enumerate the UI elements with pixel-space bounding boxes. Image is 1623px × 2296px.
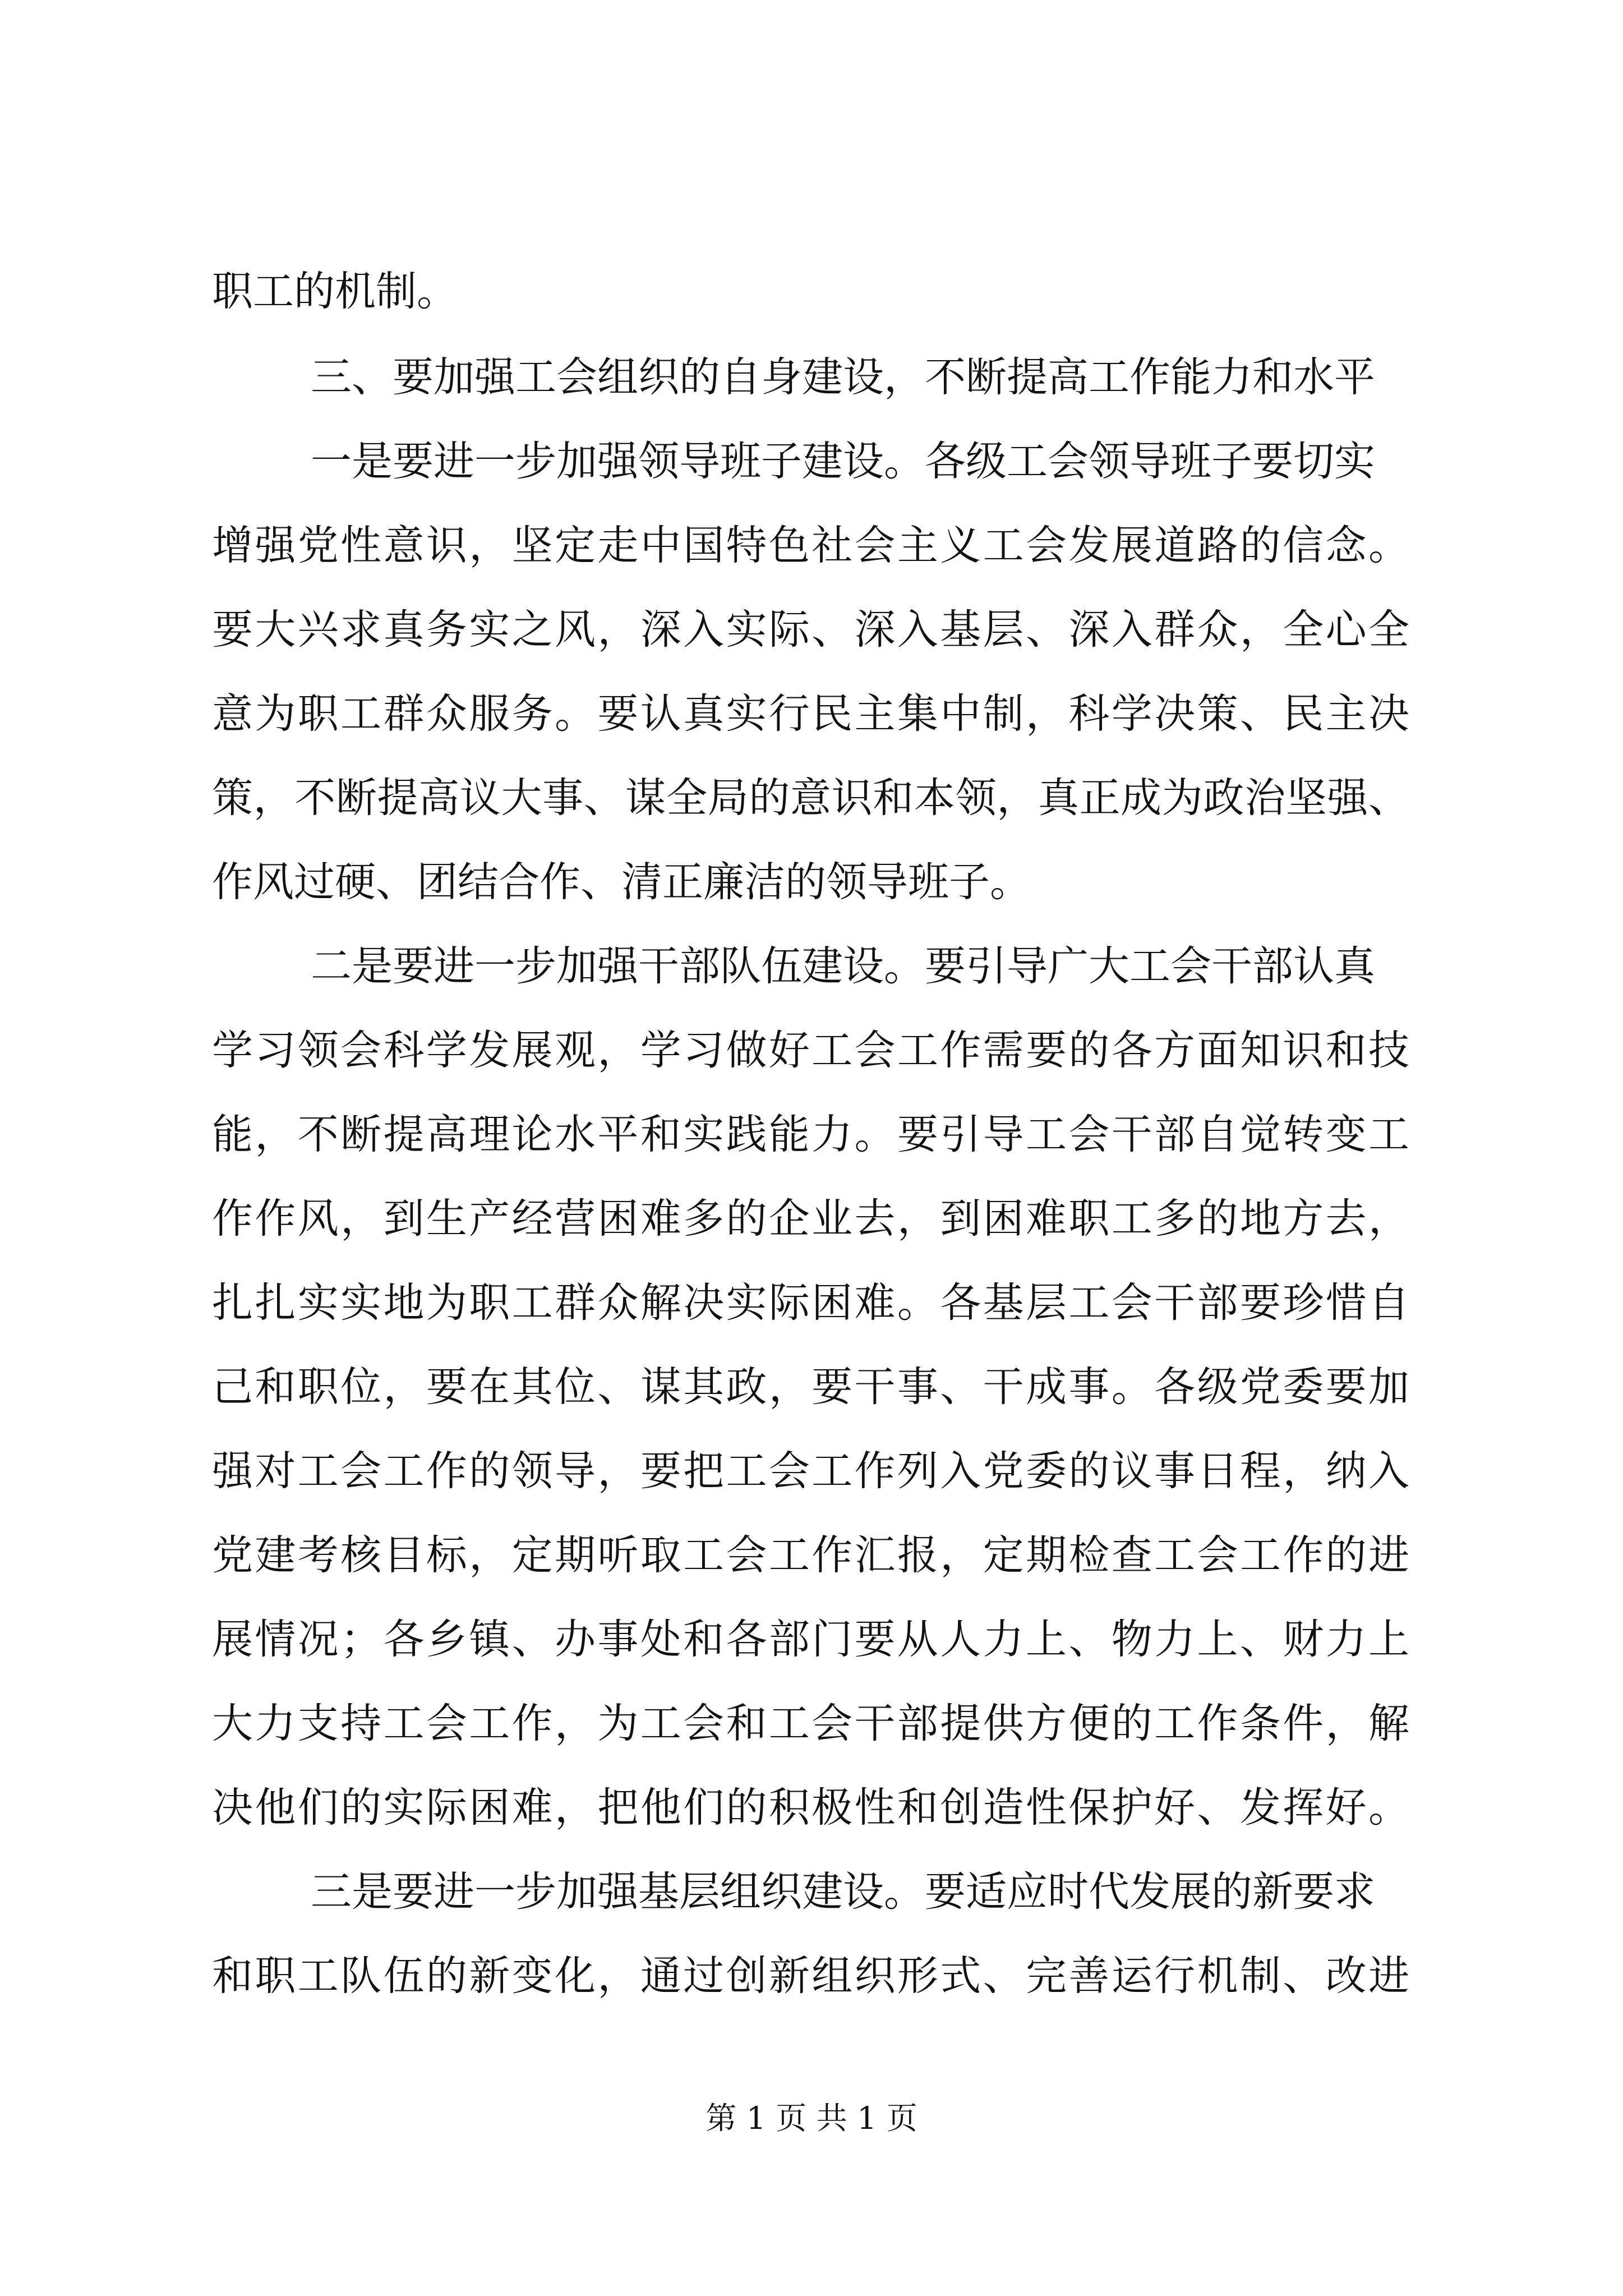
text-line: 策，不断提高议大事、谋全局的意识和本领，真正成为政治坚强、 [212,774,1409,822]
text-line: 党建考核目标，定期听取工会工作汇报，定期检查工会工作的进 [212,1531,1409,1579]
text-line: 扎扎实实地为职工群众解决实际困难。各基层工会干部要珍惜自 [212,1279,1409,1327]
text-line: 学习领会科学发展观，学习做好工会工作需要的各方面知识和技 [212,1027,1409,1074]
section-heading: 三、要加强工会组织的自身建设，不断提高工作能力和水平 [311,353,1375,401]
text-line: 一是要进一步加强领导班子建设。各级工会领导班子要切实 [311,438,1375,485]
text-line: 和职工队伍的新变化，通过创新组织形式、完善运行机制、改进 [212,1952,1409,2000]
text-line: 增强党性意识，坚定走中国特色社会主义工会发展道路的信念。 [212,522,1409,569]
text-line: 作风过硬、团结合作、清正廉洁的领导班子。 [212,858,1031,906]
text-line: 强对工会工作的领导，要把工会工作列入党委的议事日程，纳入 [212,1447,1409,1495]
text-line: 二是要进一步加强干部队伍建设。要引导广大工会干部认真 [311,942,1375,990]
text-line: 能，不断提高理论水平和实践能力。要引导工会干部自觉转变工 [212,1111,1409,1158]
text-line: 职工的机制。 [212,268,458,315]
text-line: 己和职位，要在其位、谋其政，要干事、干成事。各级党委要加 [212,1363,1409,1411]
text-line: 展情况；各乡镇、办事处和各部门要从人力上、物力上、财力上 [212,1616,1409,1663]
text-line: 意为职工群众服务。要认真实行民主集中制，科学决策、民主决 [212,690,1409,738]
text-line: 决他们的实际困难，把他们的积极性和创造性保护好、发挥好。 [212,1784,1409,1832]
text-line: 作作风，到生产经营困难多的企业去，到困难职工多的地方去， [212,1195,1409,1243]
text-line: 三是要进一步加强基层组织建设。要适应时代发展的新要求 [311,1868,1375,1916]
page-footer: 第 1 页 共 1 页 [706,2100,917,2136]
text-line: 要大兴求真务实之风，深入实际、深入基层、深入群众，全心全 [212,606,1409,654]
text-line: 大力支持工会工作，为工会和工会干部提供方便的工作条件，解 [212,1700,1409,1747]
